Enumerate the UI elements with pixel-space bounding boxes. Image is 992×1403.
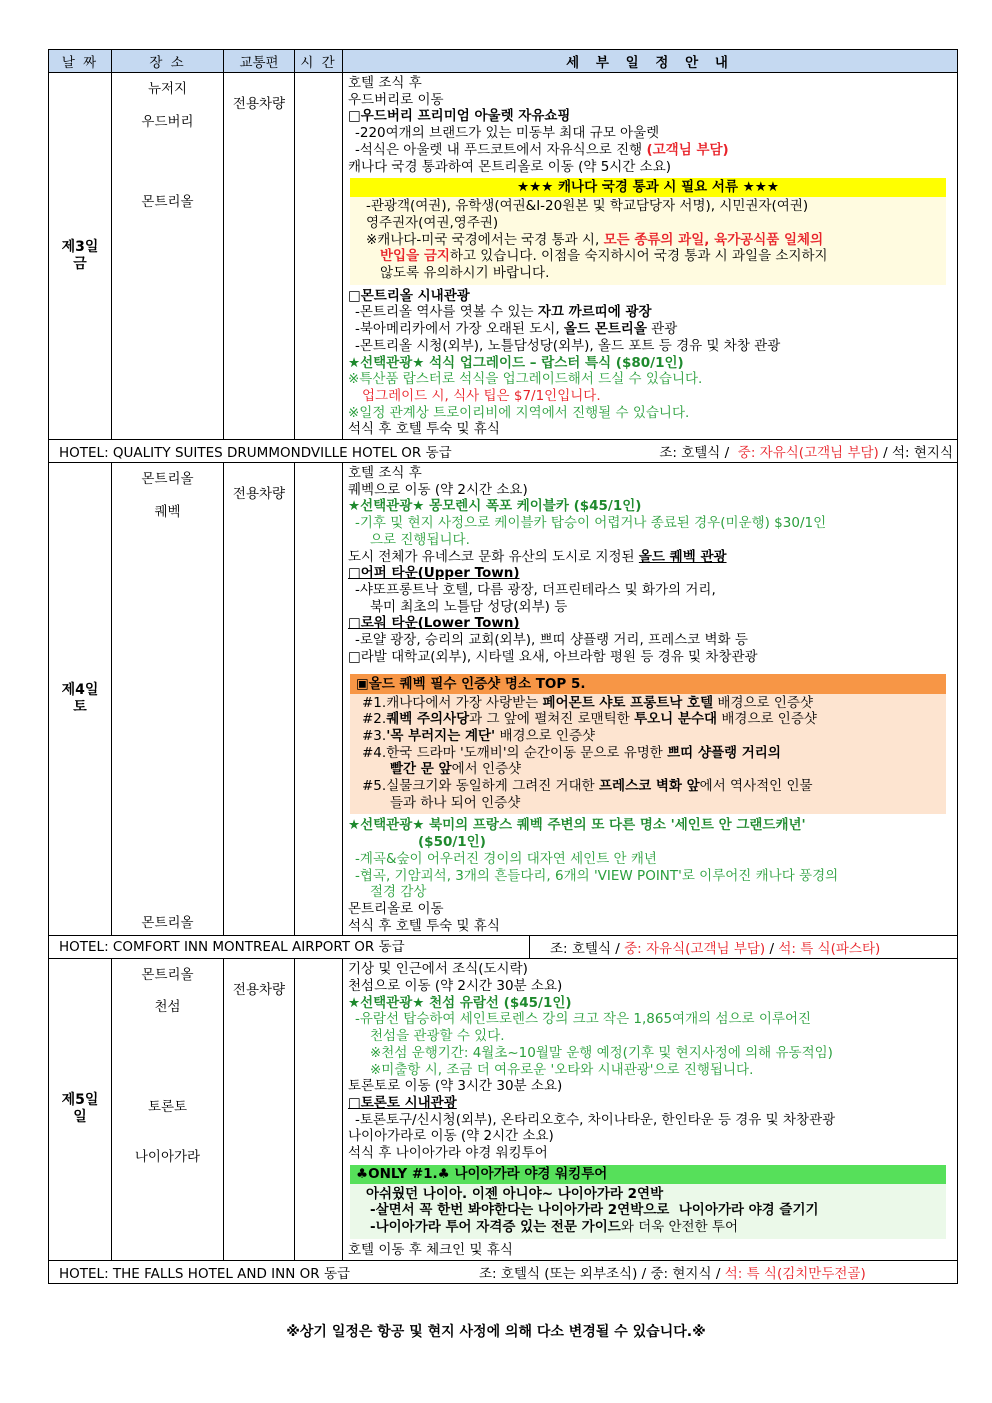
meal-info: 조: 호텔식 (또는 외부조식) / 중: 현지식 / 석: 특 식(김치만두전골) <box>479 1265 866 1282</box>
place-name: 몬트리올 <box>141 915 194 932</box>
detail-line: -220여개의 브랜드가 있는 미동부 최대 규모 아울렛 <box>355 125 660 142</box>
place-cell <box>112 73 224 440</box>
day-label: 제4일 <box>61 682 99 699</box>
place-name: 몬트리올 <box>141 194 194 210</box>
notice-box-night-tour <box>350 1165 946 1239</box>
optional-tour-line: ★선택관광★ 몽모렌시 폭포 케이블카 ($45/1인) <box>348 498 642 515</box>
detail-heading: □어퍼 타운(Upper Town) <box>348 565 520 582</box>
hotel-cell <box>49 1260 958 1283</box>
notice-box-title: ▣올드 퀘벡 필수 인증샷 명소 TOP 5. <box>350 674 946 694</box>
transport-label: 전용차량 <box>232 96 286 112</box>
detail-note: ※일정 관계상 트로이리비에 지역에서 진행될 수 있습니다. <box>348 404 690 421</box>
day-row-5 <box>49 959 958 1260</box>
detail-line: 퀘벡으로 이동 (약 2시간 소요) <box>348 481 528 498</box>
detail-line: 호텔 이동 후 체크인 및 휴식 <box>348 1241 513 1258</box>
hotel-row-5 <box>49 1260 958 1283</box>
detail-line: -로얄 광장, 승리의 교회(외부), 쁘띠 샹플랭 거리, 프레스코 벽화 등 <box>355 632 748 649</box>
time-cell <box>295 463 343 936</box>
detail-cell <box>343 73 958 440</box>
detail-note: 업그레이드 시, 식사 팁은 $7/1인입니다. <box>362 387 601 404</box>
hotel-row-3 <box>49 440 958 463</box>
header-time: 시 간 <box>295 50 343 73</box>
detail-note: 천섬을 관광할 수 있다. <box>370 1028 505 1045</box>
day-weekday: 금 <box>73 256 87 273</box>
detail-heading: □로워 타운(Lower Town) <box>348 615 520 632</box>
transport-cell <box>224 959 295 1260</box>
day-weekday: 일 <box>73 1109 87 1126</box>
detail-line: 나이아가라로 이동 (약 2시간 소요) <box>348 1128 554 1145</box>
place-name: 천섬 <box>154 999 181 1016</box>
detail-heading: □토론토 시내관광 <box>348 1094 457 1111</box>
place-cell <box>112 463 224 936</box>
optional-tour-line: ★선택관광★ 북미의 프랑스 퀘벡 주변의 또 다른 명소 '세인트 안 그랜드캐년' <box>348 817 806 834</box>
meal-info: 조: 호텔식 / 중: 자유식(고객님 부담) / 석: 특 식(파스타) <box>550 941 881 958</box>
place-name: 퀘벡 <box>154 504 181 521</box>
hotel-cell <box>49 936 958 959</box>
detail-note: -기후 및 현지 사정으로 케이블카 탑승이 어렵거나 종료된 경우(미운행) $30/1인 <box>355 515 827 532</box>
notice-box-body: #1.캐나다에서 가장 사랑받는 페어몬트 샤토 프롱트낙 호텔 배경으로 인증샷 #2.퀘벡 주의사당과 그 앞에 펼쳐진 로맨틱한 투오니 분수대 배경으로 인증샷 #3.'목 부러지는 계단' 배경으로 인증샷 #4.한국 드라마 '도깨비'의 순간이동 문으로 유명한 쁘띠 샹플랭 거리의 빨간 문 앞에서 인증샷 #5.실물크기와 동일하게 그려진 거대한 프레스코 벽화 앞에서 역사적인 인물 들과 하나 되어 인증샷 <box>350 694 946 815</box>
detail-note: 절경 감상 <box>370 884 427 901</box>
optional-tour-price: ($50/1인) <box>418 834 486 851</box>
detail-line: 호텔 조식 후 <box>348 75 422 91</box>
detail-line: 석식 후 나이아가라 야경 워킹투어 <box>348 1145 548 1162</box>
day-label: 제3일 <box>61 239 99 256</box>
header-place: 장 소 <box>112 50 224 73</box>
detail-cell <box>343 959 958 1260</box>
detail-line: 기상 및 인근에서 조식(도시락) <box>348 961 528 978</box>
transport-cell <box>224 73 295 440</box>
detail-line: -토론토구/신시청(외부), 온타리오호수, 차이나타운, 한인타운 등 경유 및 차창관광 <box>355 1111 836 1128</box>
hotel-name: HOTEL: THE FALLS HOTEL AND INN OR 동급 <box>59 1265 351 1282</box>
meal-info: 조: 호텔식 / 중: 자유식(고객님 부담) / 석: 현지식 <box>659 445 953 462</box>
transport-cell <box>224 463 295 936</box>
day-row-4 <box>49 463 958 936</box>
detail-line: 캐나다 국경 통과하여 몬트리올로 이동 (약 5시간 소요) <box>348 158 672 175</box>
detail-line: -북아메리카에서 가장 오래된 도시, 올드 몬트리올 관광 <box>355 321 678 338</box>
place-cell <box>112 959 224 1260</box>
day-cell <box>49 73 112 440</box>
hotel-row-4 <box>49 936 958 959</box>
detail-line: -몬트리올 시청(외부), 노틀담성당(외부), 올드 포트 등 경유 및 차창 관광 <box>355 337 781 354</box>
header-row <box>49 50 958 73</box>
schedule-change-note: ※상기 일정은 항공 및 현지 사정에 의해 다소 변경될 수 있습니다.※ <box>286 1324 706 1340</box>
transport-label: 전용차량 <box>232 486 286 503</box>
detail-heading: □우드버리 프리미엄 아울렛 자유쇼핑 <box>348 108 571 125</box>
detail-line: 몬트리올로 이동 <box>348 900 444 917</box>
detail-note: ※천섬 운행기간: 4월초~10월말 운행 예정(기후 및 현지사정에 의해 유동적임) <box>370 1044 833 1061</box>
day-weekday: 토 <box>73 699 87 716</box>
place-name: 몬트리올 <box>141 471 194 488</box>
place-name: 나이아가라 <box>134 1149 201 1166</box>
optional-tour-line: ★선택관광★ 석식 업그레이드 – 랍스터 특식 ($80/1인) <box>348 354 684 371</box>
hotel-name: HOTEL: COMFORT INN MONTREAL AIRPORT OR 동급 <box>49 936 530 958</box>
place-name: 토론토 <box>147 1099 188 1116</box>
detail-line: -몬트리올 역사를 엿볼 수 있는 자끄 까르띠에 광장 <box>355 304 652 321</box>
detail-line: 호텔 조식 후 <box>348 465 422 482</box>
notice-box-title: ★★★ 캐나다 국경 통과 시 필요 서류 ★★★ <box>350 178 946 197</box>
detail-note: -유람선 탑승하여 세인트로렌스 강의 크고 작은 1,865여개의 섬으로 이루어진 <box>355 1011 812 1028</box>
detail-note: ※미출항 시, 조금 더 여유로운 '오타와 시내관광'으로 진행됩니다. <box>370 1061 754 1078</box>
hotel-name: HOTEL: QUALITY SUITES DRUMMONDVILLE HOTEL OR 동급 <box>59 445 452 462</box>
notice-box-border-docs <box>350 178 946 285</box>
detail-line: 석식 후 호텔 투숙 및 휴식 <box>348 421 500 438</box>
detail-line: 우드버리로 이동 <box>348 91 444 108</box>
time-cell <box>295 959 343 1260</box>
place-name: 뉴저지 <box>147 81 188 97</box>
detail-line: 북미 최초의 노틀담 성당(외부) 등 <box>370 598 568 615</box>
detail-note: 으로 진행됩니다. <box>370 531 470 548</box>
itinerary-table <box>48 49 958 1284</box>
detail-note: ※특산품 랍스터로 석식을 업그레이드해서 드실 수 있습니다. <box>348 371 703 388</box>
header-detail: 세 부 일 정 안 내 <box>343 50 958 73</box>
day-cell <box>49 463 112 936</box>
detail-line: 천섬으로 이동 (약 2시간 30분 소요) <box>348 978 563 995</box>
detail-line: 도시 전체가 유네스코 문화 유산의 도시로 지정된 올드 퀘벡 관광 <box>348 548 727 565</box>
notice-box-title: ♣ONLY #1.♣ 나이아가라 야경 워킹투어 <box>350 1165 946 1184</box>
detail-heading: □몬트리올 시내관광 <box>348 287 470 304</box>
hotel-cell <box>49 440 958 463</box>
header-transport: 교통편 <box>224 50 295 73</box>
detail-note: -협곡, 기암괴석, 3개의 흔들다리, 6개의 'VIEW POINT'로 이루어진 캐나다 풍경의 <box>355 867 839 884</box>
detail-line: □라발 대학교(외부), 시타델 요새, 아브라함 평원 등 경유 및 차창관광 <box>348 648 758 665</box>
notice-box-body: -관광객(여권), 유학생(여권&I-20원본 및 학교담당자 서명), 시민권자(여권) 영주권자(여권,영주권) ※캐나다-미국 국경에서는 국경 통과 시, 모든 종류의 과일, 육가공식품 일체의 반입을 금지하고 있습니다. 이점을 숙지하시어 국경 통과 시 과일을 소지하지 않도록 유의하시기 바랍니다. <box>350 197 946 285</box>
detail-cell <box>343 463 958 936</box>
transport-label: 전용차량 <box>232 982 286 999</box>
notice-box-body: 아쉬웠던 나이아. 이젠 아니야~ 나이아가라 2연박 -살면서 꼭 한번 봐야한다는 나이아가라 2연박으로 나이아가라 야경 즐기기 -나이아가라 투어 자격증 있는 전문 가이드와 더욱 안전한 투어 <box>350 1184 946 1239</box>
place-name: 몬트리올 <box>141 967 194 984</box>
detail-line: -샤또프롱트낙 호텔, 다름 광장, 더프린테라스 및 화가의 거리, <box>355 581 716 598</box>
header-date: 날 짜 <box>49 50 112 73</box>
day-label: 제5일 <box>61 1092 99 1109</box>
detail-line: 석식 후 호텔 투숙 및 휴식 <box>348 917 500 934</box>
detail-note: -계곡&숲이 어우러진 경이의 대자연 세인트 안 캐년 <box>355 850 657 867</box>
detail-line: -석식은 아울렛 내 푸드코트에서 자유식으로 진행 (고객님 부담) <box>355 141 729 158</box>
detail-line: 토론토로 이동 (약 3시간 30분 소요) <box>348 1078 563 1095</box>
time-cell <box>295 73 343 440</box>
place-name: 우드버리 <box>141 114 194 130</box>
optional-tour-line: ★선택관광★ 천섬 유람선 ($45/1인) <box>348 994 572 1011</box>
day-row-3 <box>49 73 958 440</box>
day-cell <box>49 959 112 1260</box>
notice-box-photo-spots <box>350 674 946 815</box>
